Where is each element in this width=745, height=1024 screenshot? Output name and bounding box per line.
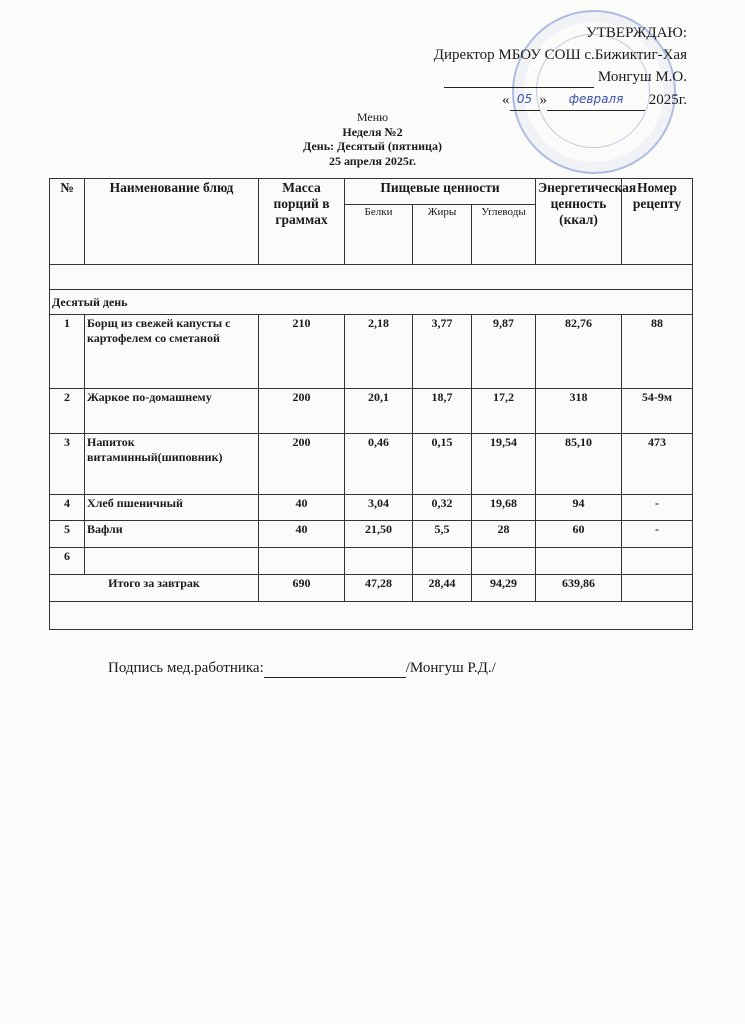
day-row (50, 290, 693, 315)
dish-energy: 82,76 (536, 315, 622, 389)
signature-line (108, 660, 496, 678)
row-num: 5 (50, 521, 85, 548)
dish-carbs: 28 (472, 521, 536, 548)
total-carbs: 94,29 (472, 575, 536, 602)
total-label: Итого за завтрак (50, 575, 259, 602)
row-num: 2 (50, 389, 85, 434)
dish-proteins: 2,18 (345, 315, 413, 389)
menu-title: Меню (356, 110, 389, 124)
dish-name: Жаркое по-домашнему (85, 389, 259, 434)
col-recipe: Номер рецепту (622, 179, 693, 265)
dish-carbs (472, 548, 536, 575)
dish-energy: 60 (536, 521, 622, 548)
dish-energy: 318 (536, 389, 622, 434)
dish-name: Вафли (85, 521, 259, 548)
total-recipe (622, 575, 693, 602)
col-proteins: Белки (345, 205, 413, 265)
dish-mass: 40 (259, 495, 345, 521)
dish-carbs: 9,87 (472, 315, 536, 389)
dish-energy: 85,10 (536, 434, 622, 495)
date-day: 05 (510, 88, 540, 111)
week-label: Неделя №2 (342, 124, 403, 139)
table-row (50, 548, 693, 575)
dish-name: Напиток витаминный(шиповник) (85, 434, 259, 495)
medic-name: /Монгуш Р.Д./ (405, 660, 496, 676)
total-fats: 28,44 (413, 575, 472, 602)
dish-proteins: 0,46 (345, 434, 413, 495)
row-num: 3 (50, 434, 85, 495)
empty-row (50, 265, 693, 290)
dish-recipe: - (622, 495, 693, 521)
dish-recipe: 473 (622, 434, 693, 495)
dish-carbs: 19,54 (472, 434, 536, 495)
row-num: 1 (50, 315, 85, 389)
dish-recipe: - (622, 521, 693, 548)
day-name: Десятый день (50, 290, 693, 315)
dish-mass: 210 (259, 315, 345, 389)
table-row (50, 434, 693, 495)
dish-proteins: 21,50 (345, 521, 413, 548)
dish-mass (259, 548, 345, 575)
dish-name: Борщ из свежей капусты с картофелем со сметаной (85, 315, 259, 389)
dish-proteins: 20,1 (345, 389, 413, 434)
total-proteins: 47,28 (345, 575, 413, 602)
total-energy: 639,86 (536, 575, 622, 602)
date-label: 25 апреля 2025г. (328, 153, 417, 168)
dish-fats: 18,7 (413, 389, 472, 434)
dish-mass: 200 (259, 434, 345, 495)
menu-header (0, 110, 745, 168)
menu-table (49, 178, 693, 630)
dish-fats: 3,77 (413, 315, 472, 389)
approval-title: УТВЕРЖДАЮ: (586, 25, 687, 41)
dish-name (85, 548, 259, 575)
dish-fats: 0,15 (413, 434, 472, 495)
date-year: 2025г. (648, 92, 687, 108)
signature-label: Подпись мед.работника: (108, 660, 264, 676)
dish-energy (536, 548, 622, 575)
date-month: февраля (547, 88, 645, 111)
dish-mass: 40 (259, 521, 345, 548)
approval-signature-line (434, 66, 687, 88)
dish-name: Хлеб пшеничный (85, 495, 259, 521)
dish-recipe: 88 (622, 315, 693, 389)
col-carbs: Углеводы (472, 205, 536, 265)
date-quote-close: » (539, 92, 548, 108)
director-name: Монгуш М.О. (597, 69, 687, 85)
dish-fats: 5,5 (413, 521, 472, 548)
dish-recipe (622, 548, 693, 575)
dish-carbs: 19,68 (472, 495, 536, 521)
dish-mass: 200 (259, 389, 345, 434)
dish-proteins: 3,04 (345, 495, 413, 521)
col-energy: Энергетическая ценность (ккал) (536, 179, 622, 265)
col-name: Наименование блюд (85, 179, 259, 265)
day-label: День: Десятый (пятница) (303, 139, 442, 153)
date-quote-open: « (502, 92, 510, 108)
col-num: № (50, 179, 85, 265)
table-row (50, 495, 693, 521)
table-row (50, 521, 693, 548)
dish-carbs: 17,2 (472, 389, 536, 434)
table-row (50, 315, 693, 389)
row-num: 4 (50, 495, 85, 521)
approval-director: Директор МБОУ СОШ с.Бижиктиг-Хая (433, 47, 687, 63)
approval-block (434, 22, 687, 111)
col-fats: Жиры (413, 205, 472, 265)
empty-row (50, 602, 693, 630)
dish-fats (413, 548, 472, 575)
dish-energy: 94 (536, 495, 622, 521)
dish-fats: 0,32 (413, 495, 472, 521)
total-mass: 690 (259, 575, 345, 602)
approval-date (434, 88, 687, 111)
dish-recipe: 54-9м (622, 389, 693, 434)
row-num: 6 (50, 548, 85, 575)
col-mass: Масса порций в граммах (259, 179, 345, 265)
total-row (50, 575, 693, 602)
table-row (50, 389, 693, 434)
dish-proteins (345, 548, 413, 575)
col-nutrition: Пищевые ценности (345, 179, 536, 205)
medic-signature (264, 660, 406, 678)
